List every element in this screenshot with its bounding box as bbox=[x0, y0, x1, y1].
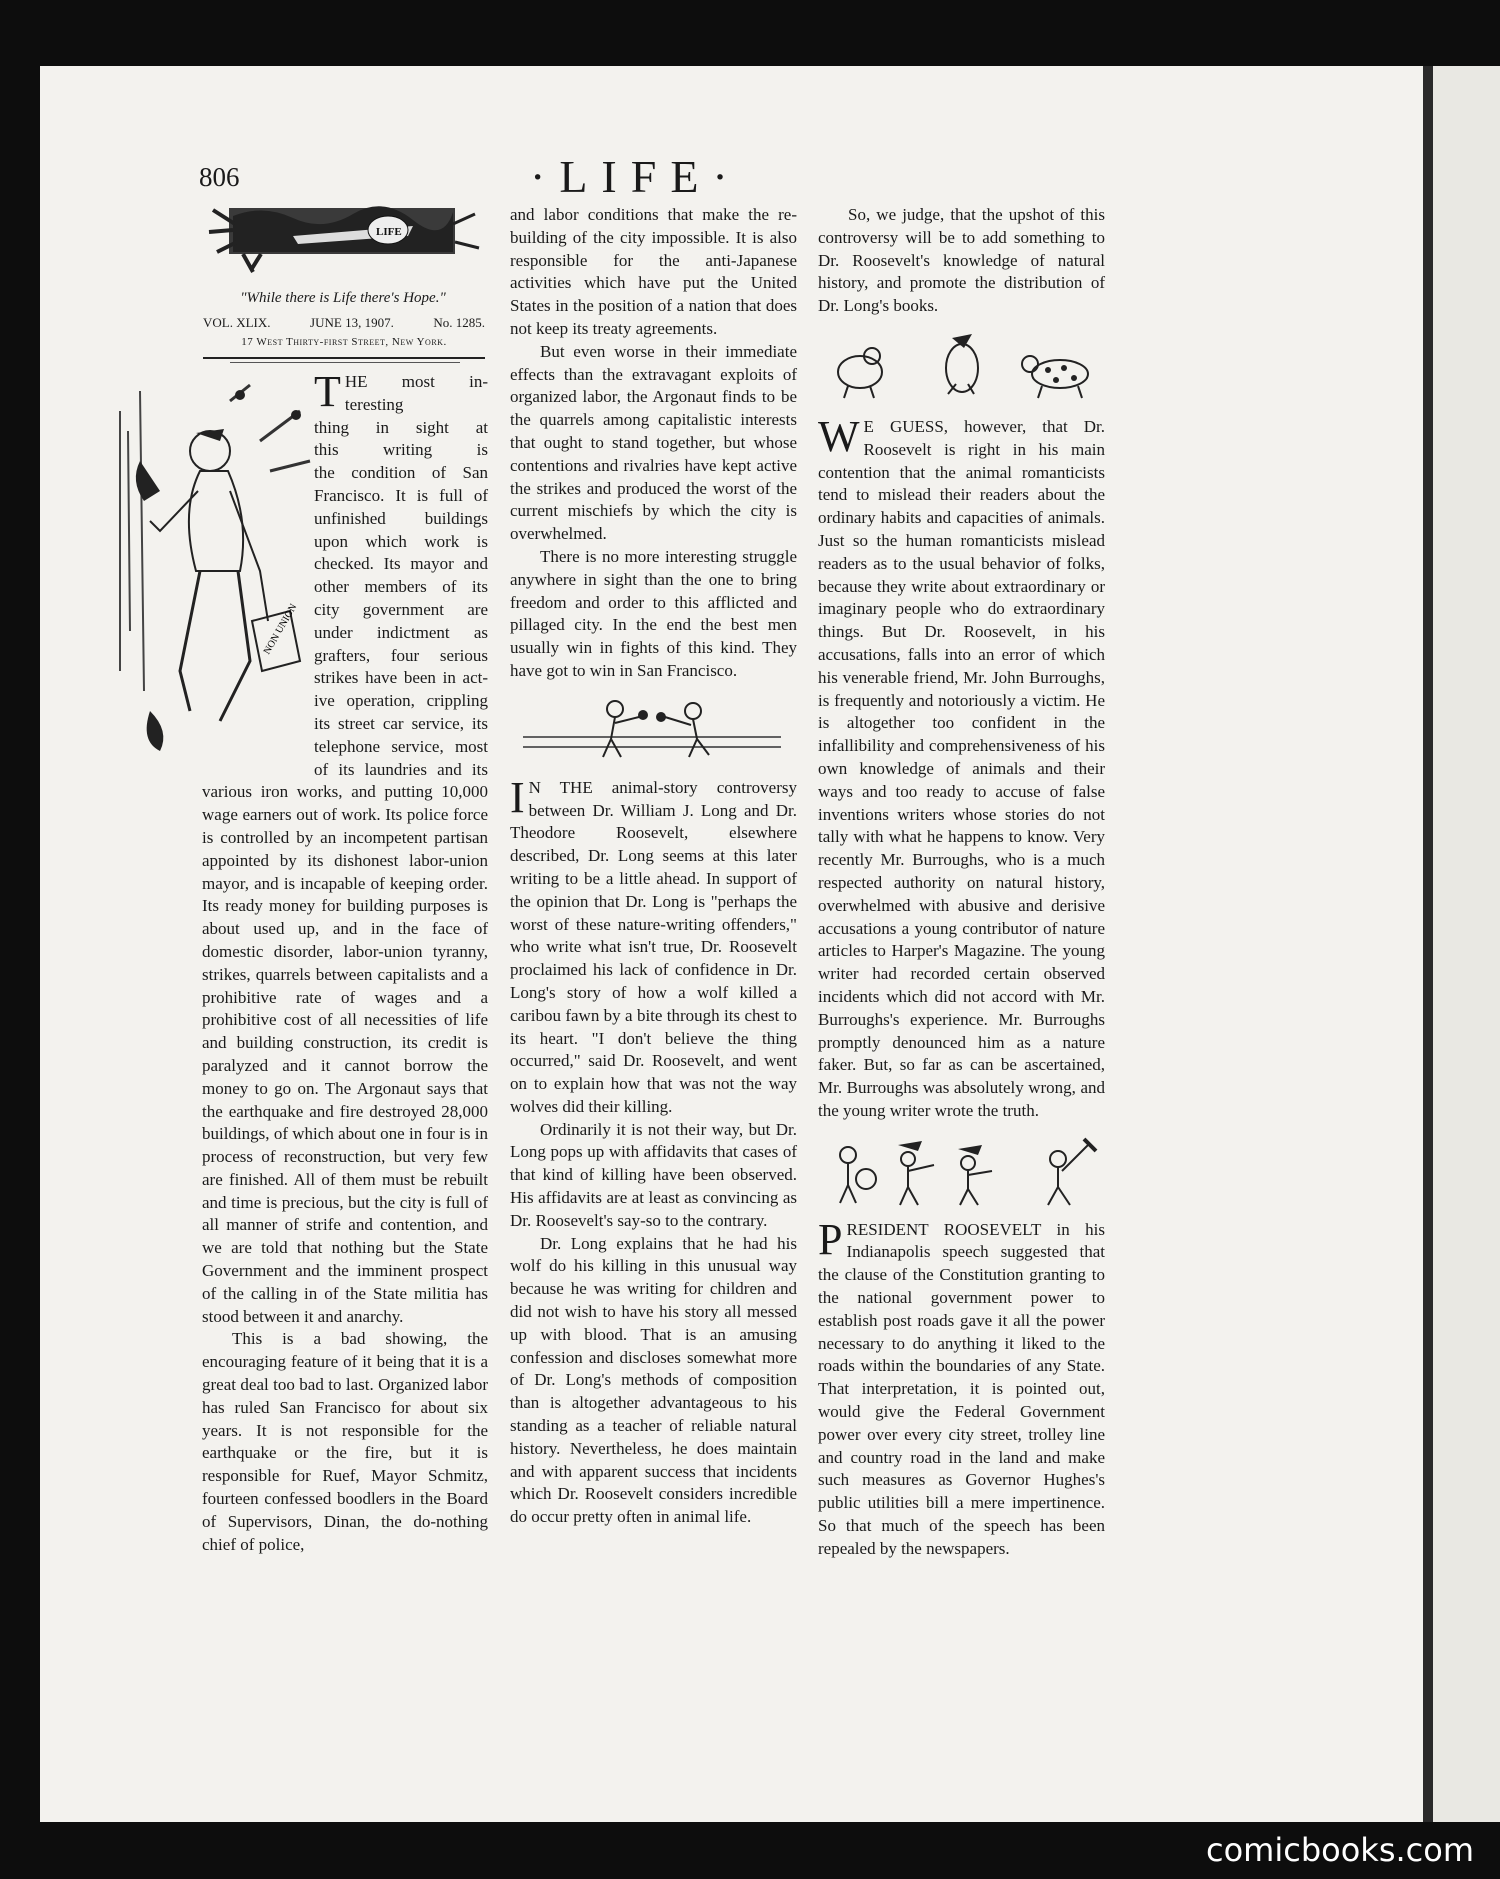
column-1 bbox=[202, 367, 488, 1556]
col1-narrow-line: other members of its bbox=[314, 577, 488, 597]
col1-dropcap: T bbox=[314, 367, 341, 416]
col1-paragraph-1-rest: various iron works, and putting 10,000 wage earners out of work. Its police force is controlled by an incompetent partisan appointed by its dishonest labor-union mayor, and is incapable of keeping order. Its ready money for building purposes is about used up, and in the face of domestic disorder, labor-union tyranny, strikes, quarrels between capitalists and a prohibitive rate of wages and a prohibitive cost of all necessities of life and building construction, its credit is paralyzed and it cannot borrow the money to go on. The Argonaut says that the earthquake and fire destroyed 28,000 buildings, of which about one in four is in process of reconstruction, but very few are finished. All of them must be rebuilt and time is precious, but the city is full of all manner of strife and contention, and we are told that nothing but the State Government and the imminent prospect of the calling in of the State militia has stood between it and anarchy. bbox=[202, 782, 488, 1326]
book-spine bbox=[1423, 66, 1433, 1822]
col1-paragraph-2: This is a bad showing, the encouraging feature of it being that it is a great deal too bad to last. Organized labor has ruled San Francisco for about six years. It is not responsible for the earthquake or the fire, but it is responsible for Ruef, Mayor Schmitz, fourteen confessed boodlers in the Board of Supervisors, Dinan, the do-nothing chief of police, bbox=[202, 1329, 488, 1554]
col2-paragraph-6: Dr. Long explains that he had his wolf do his killing in this unusual way because he was writing for children and did not wish to have his story all messed up with blood. That is an amusing confession and discloses somewhat more of Dr. Long's methods of composition than is altogether advantageous to his standing as a teacher of reliable natural history. Nevertheless, he does maintain and with apparent success that incidents which Dr. Roosevelt considers incredible do occur pretty often in animal life. bbox=[510, 1233, 797, 1527]
col1-narrow-line: Francisco. It is full of bbox=[314, 485, 488, 505]
col2-paragraph-4-body: animal-story controversy between Dr. William J. Long and Dr. Theodore Roosevelt, elsewhere described, Dr. Long seems at this later writing to be a little ahead. In support of the opinion that Dr. Long is "perhaps the worst of these nature-writing offenders," who write what isn't true, Dr. Roosevelt proclaimed his lack of confidence in Dr. Long's story of how a wolf killed a caribou fawn by a bite through its chest to its heart. "I don't believe the thing occurred," said Dr. Roosevelt, and went on to explain how that was not the way wolves did their killing. bbox=[510, 777, 797, 1116]
col1-narrow-line: ive operation, crippling bbox=[314, 691, 488, 711]
col3-paragraph-3-head: RESIDENT ROOSEVELT bbox=[846, 1219, 1042, 1239]
col3-dropcap-2: P bbox=[818, 1214, 843, 1264]
col1-narrow-line: upon which work is bbox=[314, 531, 488, 551]
col1-narrow-lines bbox=[314, 367, 488, 781]
masthead-motto: "While there is Life there's Hope." bbox=[240, 290, 446, 306]
animals-illustration bbox=[822, 328, 1102, 406]
col1-narrow-line: city government are bbox=[314, 599, 488, 619]
volume-number: VOL. XLIX. bbox=[203, 315, 271, 330]
col3-president-paragraph bbox=[818, 1214, 1106, 1561]
watermark: comicbooks.com bbox=[1205, 1831, 1474, 1869]
col2-paragraph-2: But even worse in their immediate effects than the extravagant exploits of organized labor, the Argonaut finds to be the quarrels among capitalistic interests that ought to stand together, but whose contentions and rivalries have kept active the strikes and produced the worst of the current mischiefs by which the city is overwhelmed. bbox=[510, 341, 797, 544]
col3-paragraph-2-body: however, that Dr. Roosevelt is right in his main contention that the animal romanticists tend to mislead their readers about the ordinary habits and capacities of animals. Just so the human romanticists mislead readers as to the usual behavior of folks, because they write about extraordinary or imaginary people who do extraordinary things. But Dr. Roosevelt, in his accusations, falls into an error of which his venerable friend, Mr. John Burroughs, is frequently and notoriously a victim. He is altogether too confident in the infallibility and comprehensiveness of his own knowledge of animals and their ways and too ready to accuse of false inventions writers whose stories do not tally with what he happens to know. Very recently Mr. Burroughs, who is a much respected authority on natural history, overwhelmed with abusive and derisive accusations a young contributor of nature articles to Harper's Magazine. The young writer had recorded certain observed incidents which did not accord with Mr. Burroughs's experience. Mr. Burroughs promptly denounced him as a nature faker. But, so far as can be ascertained, Mr. Burroughs was absolutely wrong, and the young writer wrote the truth. bbox=[818, 416, 1106, 1120]
col1-narrow-line: its street car service, its bbox=[314, 713, 488, 733]
column-3 bbox=[818, 204, 1105, 1561]
col1-narrow-line: this writing is bbox=[314, 440, 488, 460]
issue-number: No. 1285. bbox=[433, 315, 485, 330]
lunch-pail-label: NON UNION bbox=[261, 602, 300, 657]
col2-paragraph-3: There is no more interesting struggle anywhere in sight than the one to bring freedom and order to this afflicted and pillaged city. In the end the best men usually win in fights of this kind. They have got to win in San Francisco. bbox=[510, 546, 797, 680]
col2-paragraph-5: Ordinarily it is not their way, but Dr. Long pops up with affidavits that cases of that kind of killing have been observed. His affidavits are at least as convincing as Dr. Roosevelt's say-so to the contrary. bbox=[510, 1119, 797, 1230]
col2-paragraph-4 bbox=[510, 772, 797, 1119]
col1-narrow-block bbox=[314, 367, 488, 781]
cartoon-sign-text: LIFE bbox=[376, 226, 402, 238]
col2-paragraph-4-head: N THE bbox=[528, 777, 593, 797]
col3-paragraph-1: So, we judge, that the upshot of this controversy will be to add something to Dr. Roosevelt's knowledge of natural history, and promote the distribution of Dr. Long's books. bbox=[818, 205, 1105, 316]
masthead-title: ·LIFE· bbox=[530, 151, 742, 202]
col2-dropcap: I bbox=[510, 772, 525, 822]
masthead-rule bbox=[203, 357, 485, 359]
col1-narrow-line: telephone service, most bbox=[314, 736, 488, 756]
col3-paragraph-2 bbox=[818, 411, 1106, 1123]
page-number: 806 bbox=[199, 162, 240, 192]
col1-narrow-line: strikes have been in act- bbox=[314, 668, 488, 688]
col1-narrow-line: teresting bbox=[344, 394, 404, 414]
magazine-page bbox=[40, 66, 1423, 1822]
col3-paragraph-2-head: E GUESS, bbox=[863, 416, 949, 436]
col1-narrow-line: checked. Its mayor and bbox=[314, 554, 488, 574]
col1-narrow-line: under indictment as bbox=[314, 622, 488, 642]
col3-paragraph-3 bbox=[818, 1214, 1106, 1561]
col1-narrow-line: grafters, four serious bbox=[314, 645, 488, 665]
col1-narrow-line: thing in sight at bbox=[314, 417, 488, 437]
boxing-children-illustration bbox=[519, 695, 789, 767]
publisher-address: 17 West Thirty-first Street, New York. bbox=[241, 336, 447, 348]
column-2 bbox=[510, 204, 797, 1529]
masthead-rule-thin bbox=[230, 362, 460, 363]
col1-narrow-line: the condition of San bbox=[314, 463, 488, 483]
issue-date: JUNE 13, 1907. bbox=[310, 315, 394, 330]
col1-narrow-line: HE most in- bbox=[344, 372, 488, 391]
col3-paragraph-3-body: in his Indianapolis speech suggested that the clause of the Constitution granting to the national government power to establish post roads gave it all the power necessary to do anything it liked to the roads within the boundaries of any State. That interpretation, it is pointed out, would give the Federal Government power over every city street, trolley line and country road in the land and make such measures as Governor Hughes's public utilities bill a mere impertinence. So that much of the speech has been repealed by the newspapers. bbox=[818, 1219, 1106, 1558]
volume-line bbox=[203, 315, 485, 331]
adjacent-page-edge bbox=[1433, 66, 1500, 1822]
col3-dropcap-1: W bbox=[818, 411, 860, 461]
col3-we-guess-paragraph bbox=[818, 411, 1106, 1123]
col2-animal-story-paragraph bbox=[510, 772, 797, 1119]
col2-paragraph-1: and labor conditions that make the re-building of the city impossible. It is also responsible for the anti-Japanese activities which have put the United States in the position of a nation that does not keep its treaty agreements. bbox=[510, 205, 797, 338]
masthead-cartoon bbox=[203, 202, 483, 286]
col1-narrow-line: of its laundries and its bbox=[314, 759, 488, 779]
col1-narrow-line: unfinished buildings bbox=[314, 508, 488, 528]
marching-children-illustration bbox=[822, 1135, 1102, 1211]
